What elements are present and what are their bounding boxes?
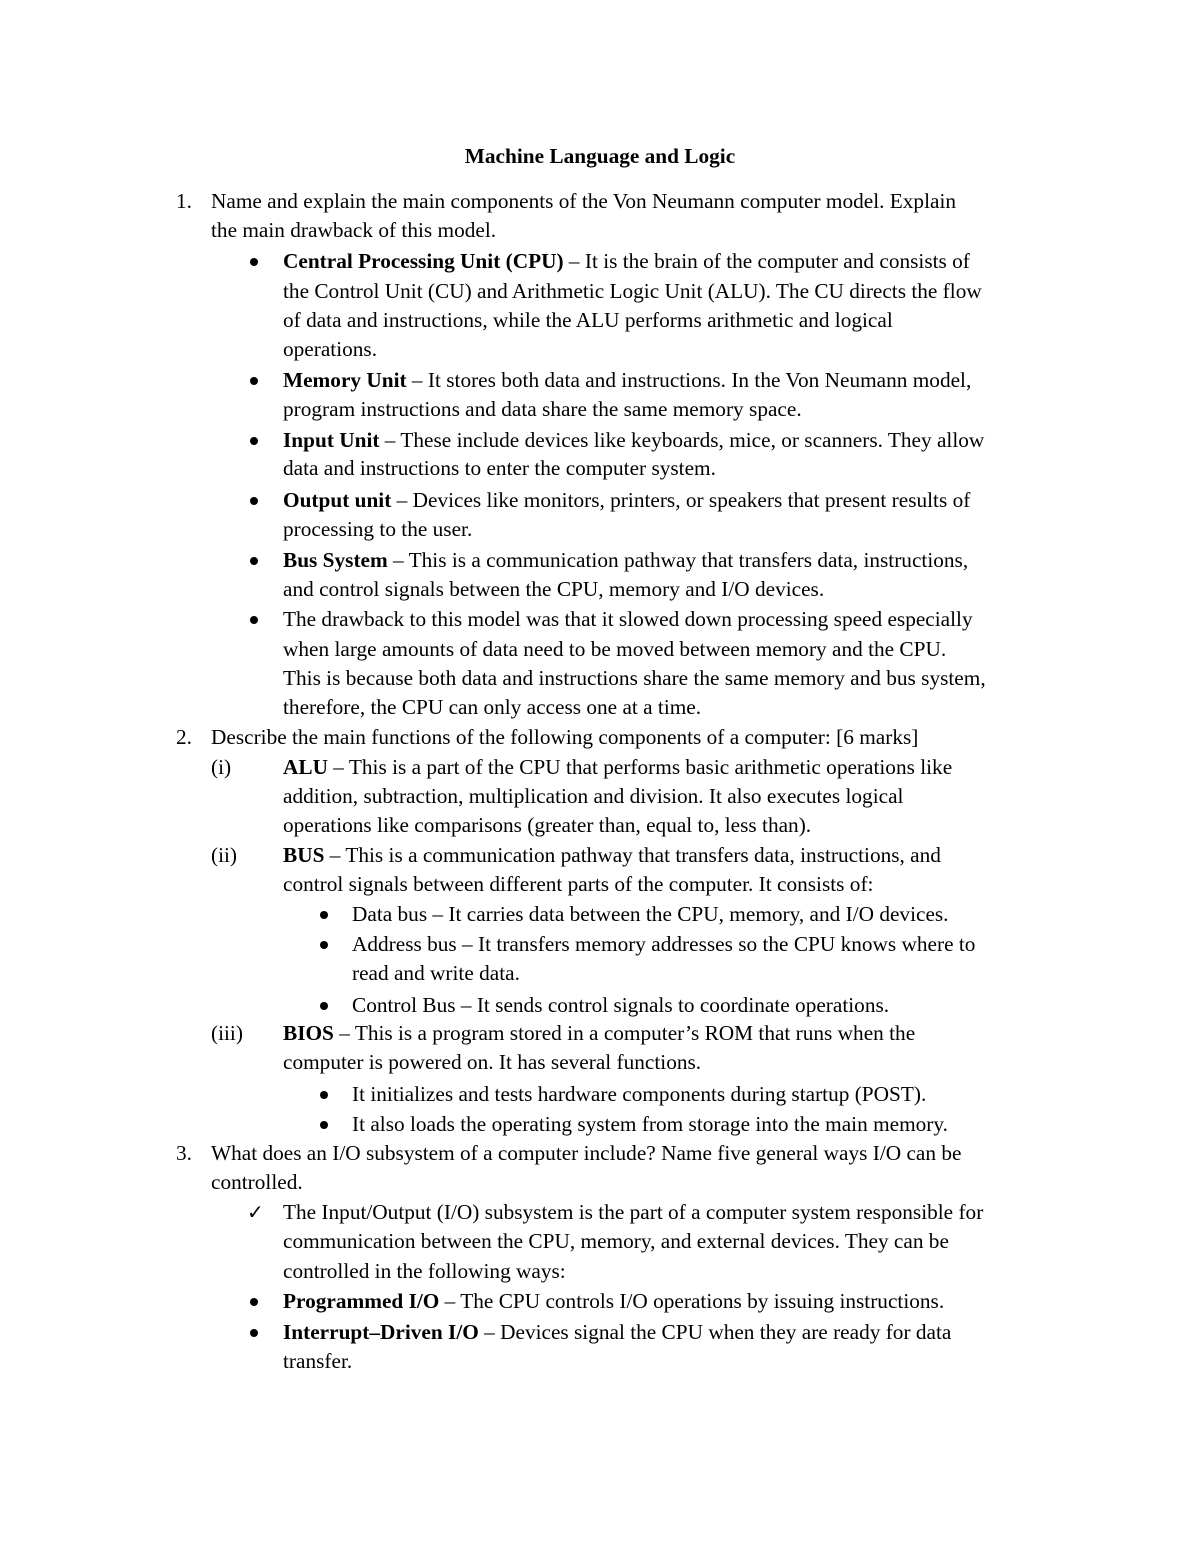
drawback-line-3: This is because both data and instructions share the same memory and bus system, (283, 666, 986, 690)
bus-system-item (283, 545, 968, 575)
interrupt-io-line-2: transfer. (283, 1349, 353, 1373)
cpu-line-2: the Control Unit (CU) and Arithmetic Logic Unit (ALU). The CU directs the flow (283, 279, 982, 303)
interrupt-io-desc: – Devices signal the CPU when they are ready for data (478, 1320, 952, 1344)
bios-item (283, 1018, 915, 1048)
input-desc: – These include devices like keyboards, mice, or scanners. They allow (379, 428, 985, 452)
question-2-number: 2. (176, 725, 192, 749)
programmed-io-term: Programmed I/O (283, 1289, 440, 1313)
alu-item (283, 752, 952, 782)
programmed-io-desc: – The CPU controls I/O operations by issuing instructions. (439, 1289, 945, 1313)
cpu-term: Central Processing Unit (CPU) (283, 249, 564, 273)
alu-line-3: operations like comparisons (greater than, equal to, less than). (283, 813, 812, 837)
bios-label: (iii) (211, 1021, 243, 1045)
bus-desc: – This is a communication pathway that transfers data, instructions, and (324, 843, 941, 867)
question-2-line-1: Describe the main functions of the following components of a computer: [6 marks] (211, 725, 919, 749)
question-3-line-1: What does an I/O subsystem of a computer include? Name five general ways I/O can be (211, 1141, 962, 1165)
document-title: Machine Language and Logic (464, 144, 736, 168)
bullet-icon (320, 911, 328, 919)
io-intro-line-2: communication between the CPU, memory, and external devices. They can be (283, 1229, 949, 1253)
bios-function-1: It initializes and tests hardware components during startup (POST). (352, 1082, 927, 1106)
bullet-icon (250, 497, 258, 505)
io-intro-line-3: controlled in the following ways: (283, 1259, 566, 1283)
bullet-icon (320, 941, 328, 949)
io-intro-line-1: The Input/Output (I/O) subsystem is the part of a computer system responsible for (283, 1200, 984, 1224)
bullet-icon (250, 616, 258, 624)
bullet-icon (250, 1329, 258, 1337)
bullet-icon (320, 1121, 328, 1129)
data-bus-item: Data bus – It carries data between the CPU, memory, and I/O devices. (352, 902, 949, 926)
drawback-line-4: therefore, the CPU can only access one at a time. (283, 695, 702, 719)
cpu-desc: – It is the brain of the computer and consists of (563, 249, 970, 273)
input-term: Input Unit (283, 428, 380, 452)
check-mark-icon: ✓ (247, 1200, 264, 1224)
bullet-icon (250, 557, 258, 565)
output-line-2: processing to the user. (283, 517, 473, 541)
bios-term: BIOS (283, 1021, 334, 1045)
memory-item (283, 365, 971, 395)
input-line-2: data and instructions to enter the computer system. (283, 456, 716, 480)
question-1-number: 1. (176, 189, 192, 213)
bullet-icon (320, 1091, 328, 1099)
question-1-line-2: the main drawback of this model. (211, 218, 497, 242)
alu-line-2: addition, subtraction, multiplication and division. It also executes logical (283, 784, 904, 808)
bullet-icon (320, 1002, 328, 1010)
output-desc: – Devices like monitors, printers, or speakers that present results of (391, 488, 971, 512)
memory-desc: – It stores both data and instructions. In the Von Neumann model, (406, 368, 972, 392)
address-bus-line-2: read and write data. (352, 961, 520, 985)
control-bus-item: Control Bus – It sends control signals to coordinate operations. (352, 993, 890, 1017)
bullet-icon (250, 437, 258, 445)
output-term: Output unit (283, 488, 392, 512)
bus-item (283, 840, 941, 870)
output-item (283, 485, 970, 515)
interrupt-io-item (283, 1317, 951, 1347)
bus-system-term: Bus System (283, 548, 388, 572)
bus-system-line-2: and control signals between the CPU, memory and I/O devices. (283, 577, 825, 601)
alu-desc: – This is a part of the CPU that performs basic arithmetic operations like (327, 755, 953, 779)
address-bus-item: Address bus – It transfers memory addresses so the CPU knows where to (352, 932, 976, 956)
bullet-icon (250, 377, 258, 385)
memory-term: Memory Unit (283, 368, 407, 392)
cpu-line-3: of data and instructions, while the ALU performs arithmetic and logical (283, 308, 893, 332)
input-item (283, 425, 984, 455)
bus-line-2: control signals between different parts of the computer. It consists of: (283, 872, 874, 896)
question-3-line-2: controlled. (211, 1170, 303, 1194)
bus-label: (ii) (211, 843, 238, 867)
question-1-line-1: Name and explain the main components of the Von Neumann computer model. Explain (211, 189, 957, 213)
alu-term: ALU (283, 755, 328, 779)
drawback-line-2: when large amounts of data need to be moved between memory and the CPU. (283, 637, 947, 661)
bus-term: BUS (283, 843, 325, 867)
bios-line-2: computer is powered on. It has several functions. (283, 1050, 702, 1074)
cpu-item (283, 246, 970, 276)
cpu-line-4: operations. (283, 337, 378, 361)
drawback-line-1: The drawback to this model was that it slowed down processing speed especially (283, 607, 973, 631)
bullet-icon (250, 258, 258, 266)
bus-system-desc: – This is a communication pathway that transfers data, instructions, (387, 548, 969, 572)
bios-function-2: It also loads the operating system from storage into the main memory. (352, 1112, 948, 1136)
bios-desc: – This is a program stored in a computer’s ROM that runs when the (333, 1021, 916, 1045)
alu-label: (i) (211, 755, 232, 779)
bullet-icon (250, 1298, 258, 1306)
question-3-number: 3. (176, 1141, 192, 1165)
interrupt-io-term: Interrupt–Driven I/O (283, 1320, 479, 1344)
programmed-io-item (283, 1286, 944, 1316)
memory-line-2: program instructions and data share the same memory space. (283, 397, 802, 421)
